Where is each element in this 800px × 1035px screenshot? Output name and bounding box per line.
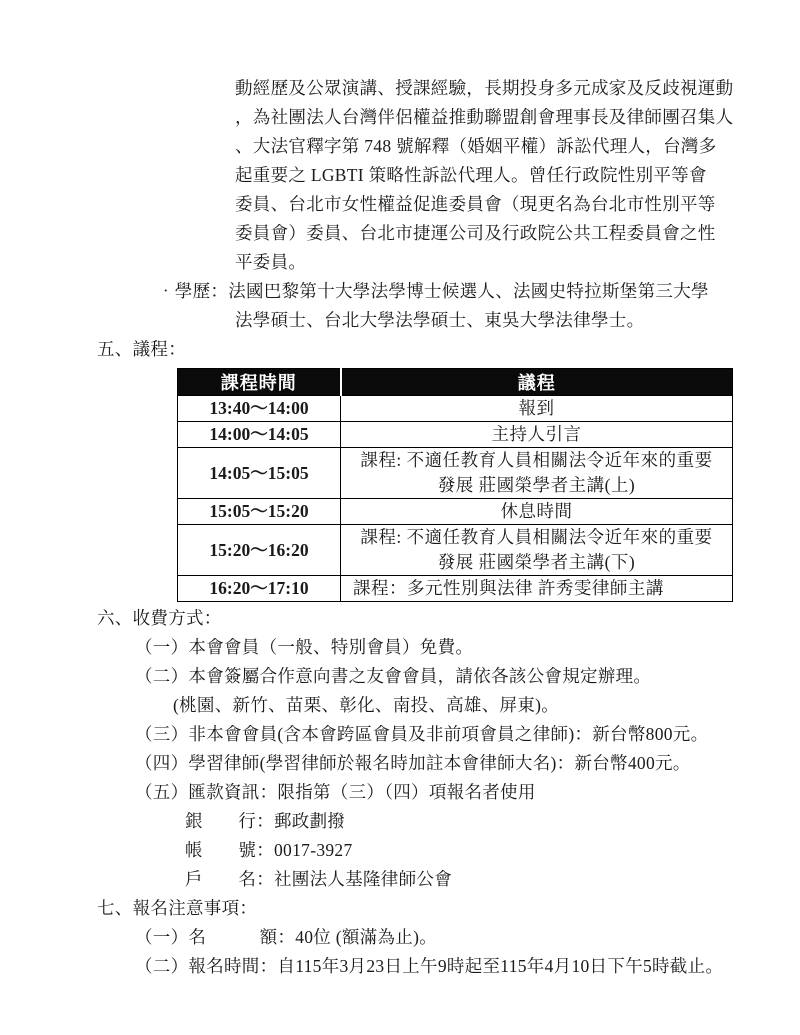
registration-section-heading: 七、報名注意事項： [97, 898, 258, 918]
fee-item: （二）本會簽屬合作意向書之友會會員，請依各該公會規定辦理。 [135, 666, 652, 686]
table-row [178, 422, 733, 448]
agenda-header-topic: 議程 [341, 369, 733, 396]
fees-list [0, 633, 800, 894]
bio-line: 動經歷及公眾演講、授課經驗，長期投身多元成家及反歧視運動 [235, 78, 734, 98]
remit-name-line: 戶 名：社團法人基隆律師公會 [185, 869, 452, 889]
bio-line: ，為社團法人台灣伴侶權益推動聯盟創會理事長及律師團召集人 [235, 107, 734, 127]
fee-item: （五）匯款資訊：限指第（三）（四）項報名者使用 [135, 782, 536, 802]
remit-bank-line: 銀 行：郵政劃撥 [185, 811, 346, 831]
agenda-section-heading: 五、議程： [97, 339, 186, 359]
agenda-topic-line: 發展 莊國榮學者主講(下) [437, 552, 636, 572]
bio-line: 委員、台北市女性權益促進委員會（現更名為台北市性別平等 [235, 194, 716, 214]
agenda-header-time: 課程時間 [178, 369, 341, 396]
agenda-topic-line: 發展 莊國榮學者主講(上) [437, 475, 636, 495]
agenda-time: 15:05～15:20 [178, 499, 341, 525]
fee-item: （三）非本會會員(含本會跨區會員及非前項會員之律師)：新台幣800元。 [135, 724, 709, 744]
agenda-time: 16:20～17:10 [178, 576, 341, 602]
bio-line: 委員會）委員、台北市捷運公司及行政院公共工程委員會之性 [235, 223, 716, 243]
table-row [178, 525, 733, 576]
agenda-topic [341, 525, 733, 576]
fee-item: （四）學習律師(學習律師於報名時加註本會律師大名)：新台幣400元。 [135, 753, 691, 773]
registration-list [0, 923, 800, 981]
table-row [178, 448, 733, 499]
bio-paragraph [0, 74, 800, 277]
table-row [178, 396, 733, 422]
agenda-topic-line: 課程: 不適任教育人員相關法令近年來的重要 [360, 527, 713, 547]
agenda-topic: 主持人引言 [341, 422, 733, 448]
fees-section-heading: 六、收費方式： [97, 608, 222, 628]
bio-line: 、大法官釋字第 748 號解釋（婚姻平權）訴訟代理人，台灣多 [235, 136, 717, 156]
agenda-header-row [178, 369, 733, 396]
fee-item: （一）本會會員（一般、特別會員）免費。 [135, 637, 474, 657]
agenda-topic-line: 課程: 不適任教育人員相關法令近年來的重要 [360, 450, 713, 470]
table-row [178, 576, 733, 602]
agenda-time: 14:05～15:05 [178, 448, 341, 499]
agenda-topic: 報到 [341, 396, 733, 422]
agenda-topic [341, 448, 733, 499]
registration-item: （一）名 額：40位 (額滿為止)。 [135, 927, 438, 947]
agenda-time: 15:20～16:20 [178, 525, 341, 576]
fee-item-note: (桃園、新竹、苗栗、彰化、南投、高雄、屏東)。 [173, 695, 560, 715]
agenda-table [177, 368, 733, 602]
remit-account-line: 帳 號：0017-3927 [185, 840, 353, 860]
agenda-time: 13:40～14:00 [178, 396, 341, 422]
education-entry [0, 277, 800, 335]
agenda-topic: 課程：多元性別與法律 許秀雯律師主講 [341, 576, 733, 602]
education-line: 法學碩士、台北大學法學碩士、東吳大學法律學士。 [235, 310, 645, 330]
registration-item: （二）報名時間：自115年3月23日上午9時起至115年4月10日下午5時截止。 [135, 956, 724, 976]
bio-line: 平委員。 [235, 252, 307, 272]
bio-line: 起重要之 LGBTI 策略性訴訟代理人。曾任行政院性別平等會 [235, 165, 707, 185]
agenda-topic: 休息時間 [341, 499, 733, 525]
agenda-time: 14:00～14:05 [178, 422, 341, 448]
table-row [178, 499, 733, 525]
education-line: ‧學歷：法國巴黎第十大學法學博士候選人、法國史特拉斯堡第三大學 [157, 281, 709, 301]
